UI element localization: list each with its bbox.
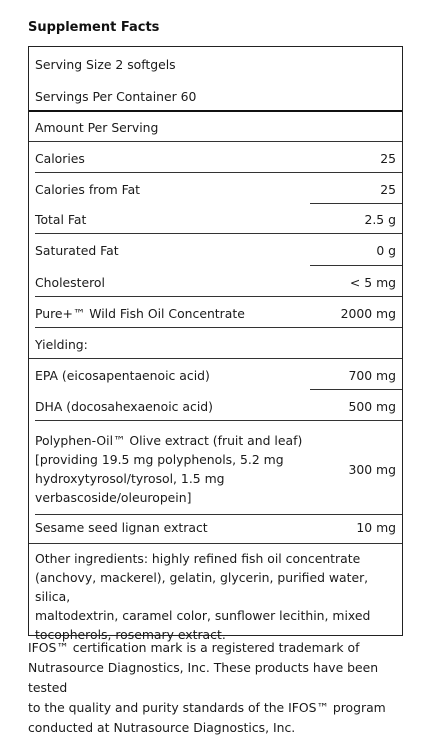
nutrient-label: Total Fat [35,212,87,227]
other-ingredients [29,549,402,644]
divider [29,358,402,359]
amount-per-serving: Amount Per Serving [35,120,159,135]
divider [29,543,402,544]
divider [310,265,402,266]
nutrient-label: Calories [35,151,85,166]
footnote-line: conducted at Nutrasource Diagnostics, Inc. [28,720,296,735]
nutrient-label: Saturated Fat [35,243,119,258]
component-value: 500 mg [348,399,396,414]
divider [35,233,402,234]
yielding-row [29,335,402,354]
divider [310,389,402,390]
footnote-line: Nutrasource Diagnostics, Inc. These products have been tested [28,660,379,695]
other-ingredients-line: maltodextrin, caramel color, sunflower lecithin, mixed [35,608,371,623]
other-ingredients-line: tocopherols, rosemary extract. [35,627,226,642]
polyphen-line: hydroxytyrosol/tyrosol, 1.5 mg [35,471,225,486]
supplement-facts-panel [28,46,403,642]
footnote [28,638,418,738]
nutrient-label: Cholesterol [35,275,105,290]
component-label: Sesame seed lignan extract [35,520,208,535]
nutrient-value: 0 g [376,243,396,258]
nutrient-label: Pure+™ Wild Fish Oil Concentrate [35,306,245,321]
nutrient-row-total-fat [29,210,402,229]
nutrient-row-saturated-fat [29,241,402,260]
component-value: 300 mg [348,461,396,477]
panel-title: Supplement Facts [28,20,160,35]
serving-size-row [29,55,402,74]
other-ingredients-line: (anchovy, mackerel), gelatin, glycerin, purified water, silica, [35,570,369,604]
nutrient-value: < 5 mg [349,275,396,290]
nutrient-row-cholesterol [29,273,402,292]
yielding-label: Yielding: [35,337,88,352]
other-ingredients-line: Other ingredients: highly refined fish oil concentrate [35,551,361,566]
nutrient-value: 25 [380,182,396,197]
servings-per-container: Servings Per Container 60 [35,89,197,104]
servings-per-container-row [29,87,402,106]
divider [35,420,402,421]
footnote-line: to the quality and purity standards of the IFOS™ program [28,700,386,715]
divider [35,172,402,173]
divider [35,296,402,297]
divider [35,327,402,328]
nutrient-row-calories [29,149,402,168]
component-row-polyphen [29,427,402,511]
polyphen-line: Polyphen-Oil™ Olive extract (fruit and leaf) [35,433,303,448]
component-row-sesame [29,518,402,537]
polyphen-label [35,431,302,507]
polyphen-line: verbascoside/oleuropein] [35,490,192,505]
divider [35,514,402,515]
footnote-line: IFOS™ certification mark is a registered trademark of [28,640,360,655]
other-ingredients-text [35,549,396,644]
component-row-dha [29,397,402,416]
component-label: DHA (docosahexaenoic acid) [35,399,213,414]
divider [29,141,402,142]
divider [310,203,402,204]
polyphen-line: [providing 19.5 mg polyphenols, 5.2 mg [35,452,284,467]
nutrient-row-fish-oil [29,304,402,323]
component-value: 700 mg [348,368,396,383]
nutrient-value: 2000 mg [340,306,396,321]
divider-thick [29,110,402,112]
nutrient-label: Calories from Fat [35,182,141,197]
component-value: 10 mg [356,520,396,535]
component-row-epa [29,366,402,385]
nutrient-value: 25 [380,151,396,166]
component-label: EPA (eicosapentaenoic acid) [35,368,210,383]
nutrient-row-calories-from-fat [29,180,402,199]
serving-size: Serving Size 2 softgels [35,57,176,72]
nutrient-value: 2.5 g [364,212,396,227]
amount-per-serving-row [29,118,402,137]
